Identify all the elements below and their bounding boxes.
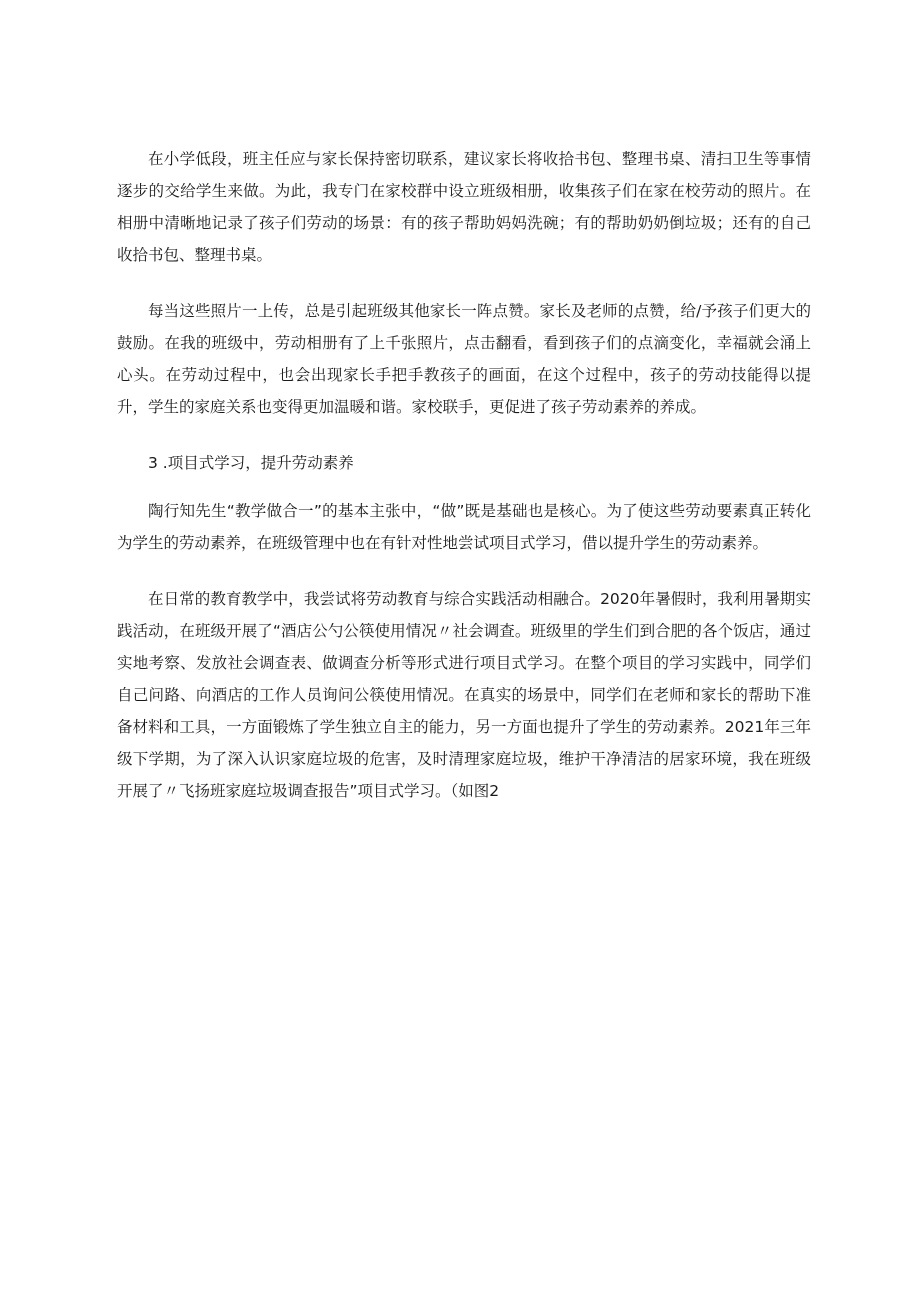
document-body xyxy=(117,143,811,831)
paragraph-class-photo-album: 在小学低段，班主任应与家长保持密切联系，建议家长将收拾书包、整理书桌、清扫卫生等事情逐步的交给学生来做。为此，我专门在家校群中设立班级相册，收集孩子们在家在校劳动的照片。在相册中清晰地记录了孩子们劳动的场景：有的孩子帮助妈妈洗碗；有的帮助奶奶倒垃圾；还有的自己收拾书包、整理书桌。 xyxy=(117,150,811,264)
paragraph-parent-likes: 每当这些照片一上传，总是引起班级其他家长一阵点赞。家长及老师的点赞，给/予孩子们更大的鼓励。在我的班级中，劳动相册有了上千张照片，点击翻看，看到孩子们的点滴变化，幸福就会涌上心头。在劳动过程中，也会出现家长手把手教孩子的画面，在这个过程中，孩子的劳动技能得以提升，学生的家庭关系也变得更加温暖和谐。家校联手，更促进了孩子劳动素养的养成。 xyxy=(117,302,811,416)
paragraph-tao-xingzhi: 陶行知先生“教学做合一”的基本主张中，“做”既是基础也是核心。为了使这些劳动要素真正转化为学生的劳动素养，在班级管理中也在有针对性地尝试项目式学习，借以提升学生的劳动素养。 xyxy=(117,502,811,552)
section-heading-project-learning: 3 .项目式学习，提升劳动素养 xyxy=(148,454,354,472)
paragraph-practice-activities: 在日常的教育教学中，我尝试将劳动教育与综合实践活动相融合。2020年暑假时，我利用暑期实践活动，在班级开展了“酒店公勺公筷使用情况〃社会调查。班级里的学生们到合肥的各个饭店，通过实地考察、发放社会调查表、做调查分析等形式进行项目式学习。在整个项目的学习实践中，同学们自己问路、向酒店的工作人员询问公筷使用情况。在真实的场景中，同学们在老师和家长的帮助下准备材料和工具，一方面锻炼了学生独立自主的能力，另一方面也提升了学生的劳动素养。2021年三年级下学期，为了深入认识家庭垃圾的危害，及时清理家庭垃圾，维护干净清洁的居家环境，我在班级开展了〃飞扬班家庭垃圾调查报告”项目式学习。（如图2 xyxy=(117,590,811,800)
